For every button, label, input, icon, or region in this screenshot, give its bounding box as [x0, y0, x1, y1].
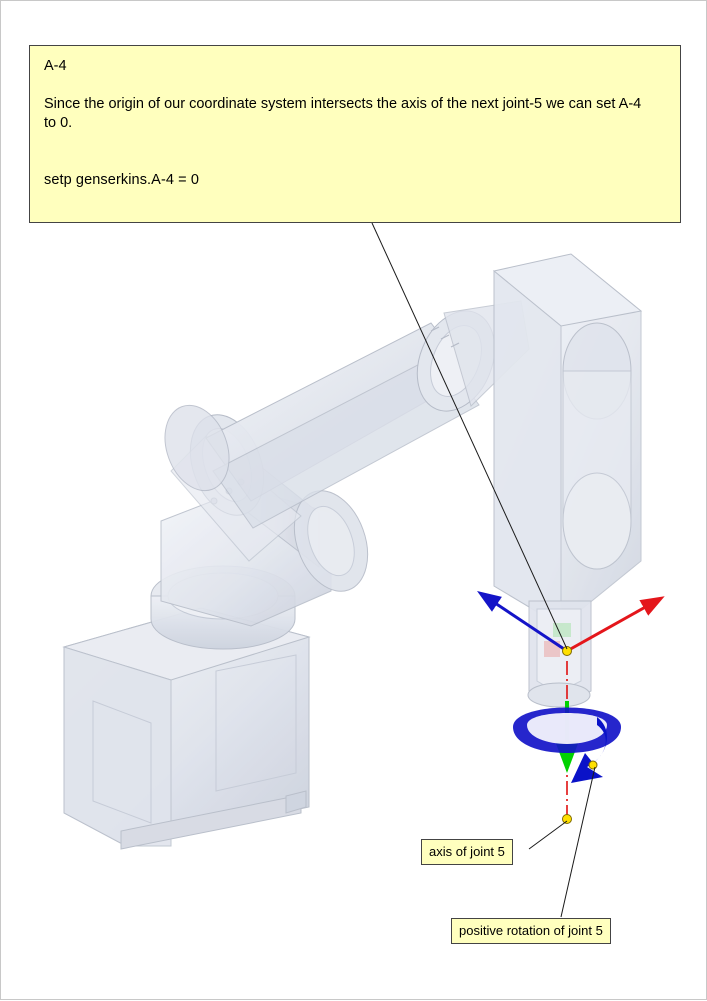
axis-end-point — [563, 815, 572, 824]
label-positive-rotation-of-joint-5: positive rotation of joint 5 — [451, 918, 611, 944]
frame-origin-point — [563, 647, 572, 656]
robot-base — [64, 608, 309, 849]
leader-line-axis-label — [529, 821, 567, 849]
note-callout-box — [29, 45, 681, 223]
leader-line-rotation-label — [561, 767, 595, 917]
x-axis-arrow — [567, 605, 649, 651]
robot-shoulder — [151, 405, 381, 649]
coordinate-frame — [492, 601, 649, 824]
leader-line-note — [372, 223, 567, 649]
note-title: A-4 — [44, 58, 67, 74]
robot-upper-arm — [154, 299, 529, 561]
note-body: Since the origin of our coordinate system intersects the axis of the next joint-5 we can set A-4 to 0. — [44, 96, 642, 131]
y-axis-arrow — [492, 601, 567, 651]
robot-forearm — [494, 254, 641, 707]
label-axis-of-joint-5: axis of joint 5 — [421, 839, 513, 865]
note-code-line: setp genserkins.A-4 = 0 — [44, 172, 200, 189]
positive-rotation-arrow — [513, 708, 621, 784]
